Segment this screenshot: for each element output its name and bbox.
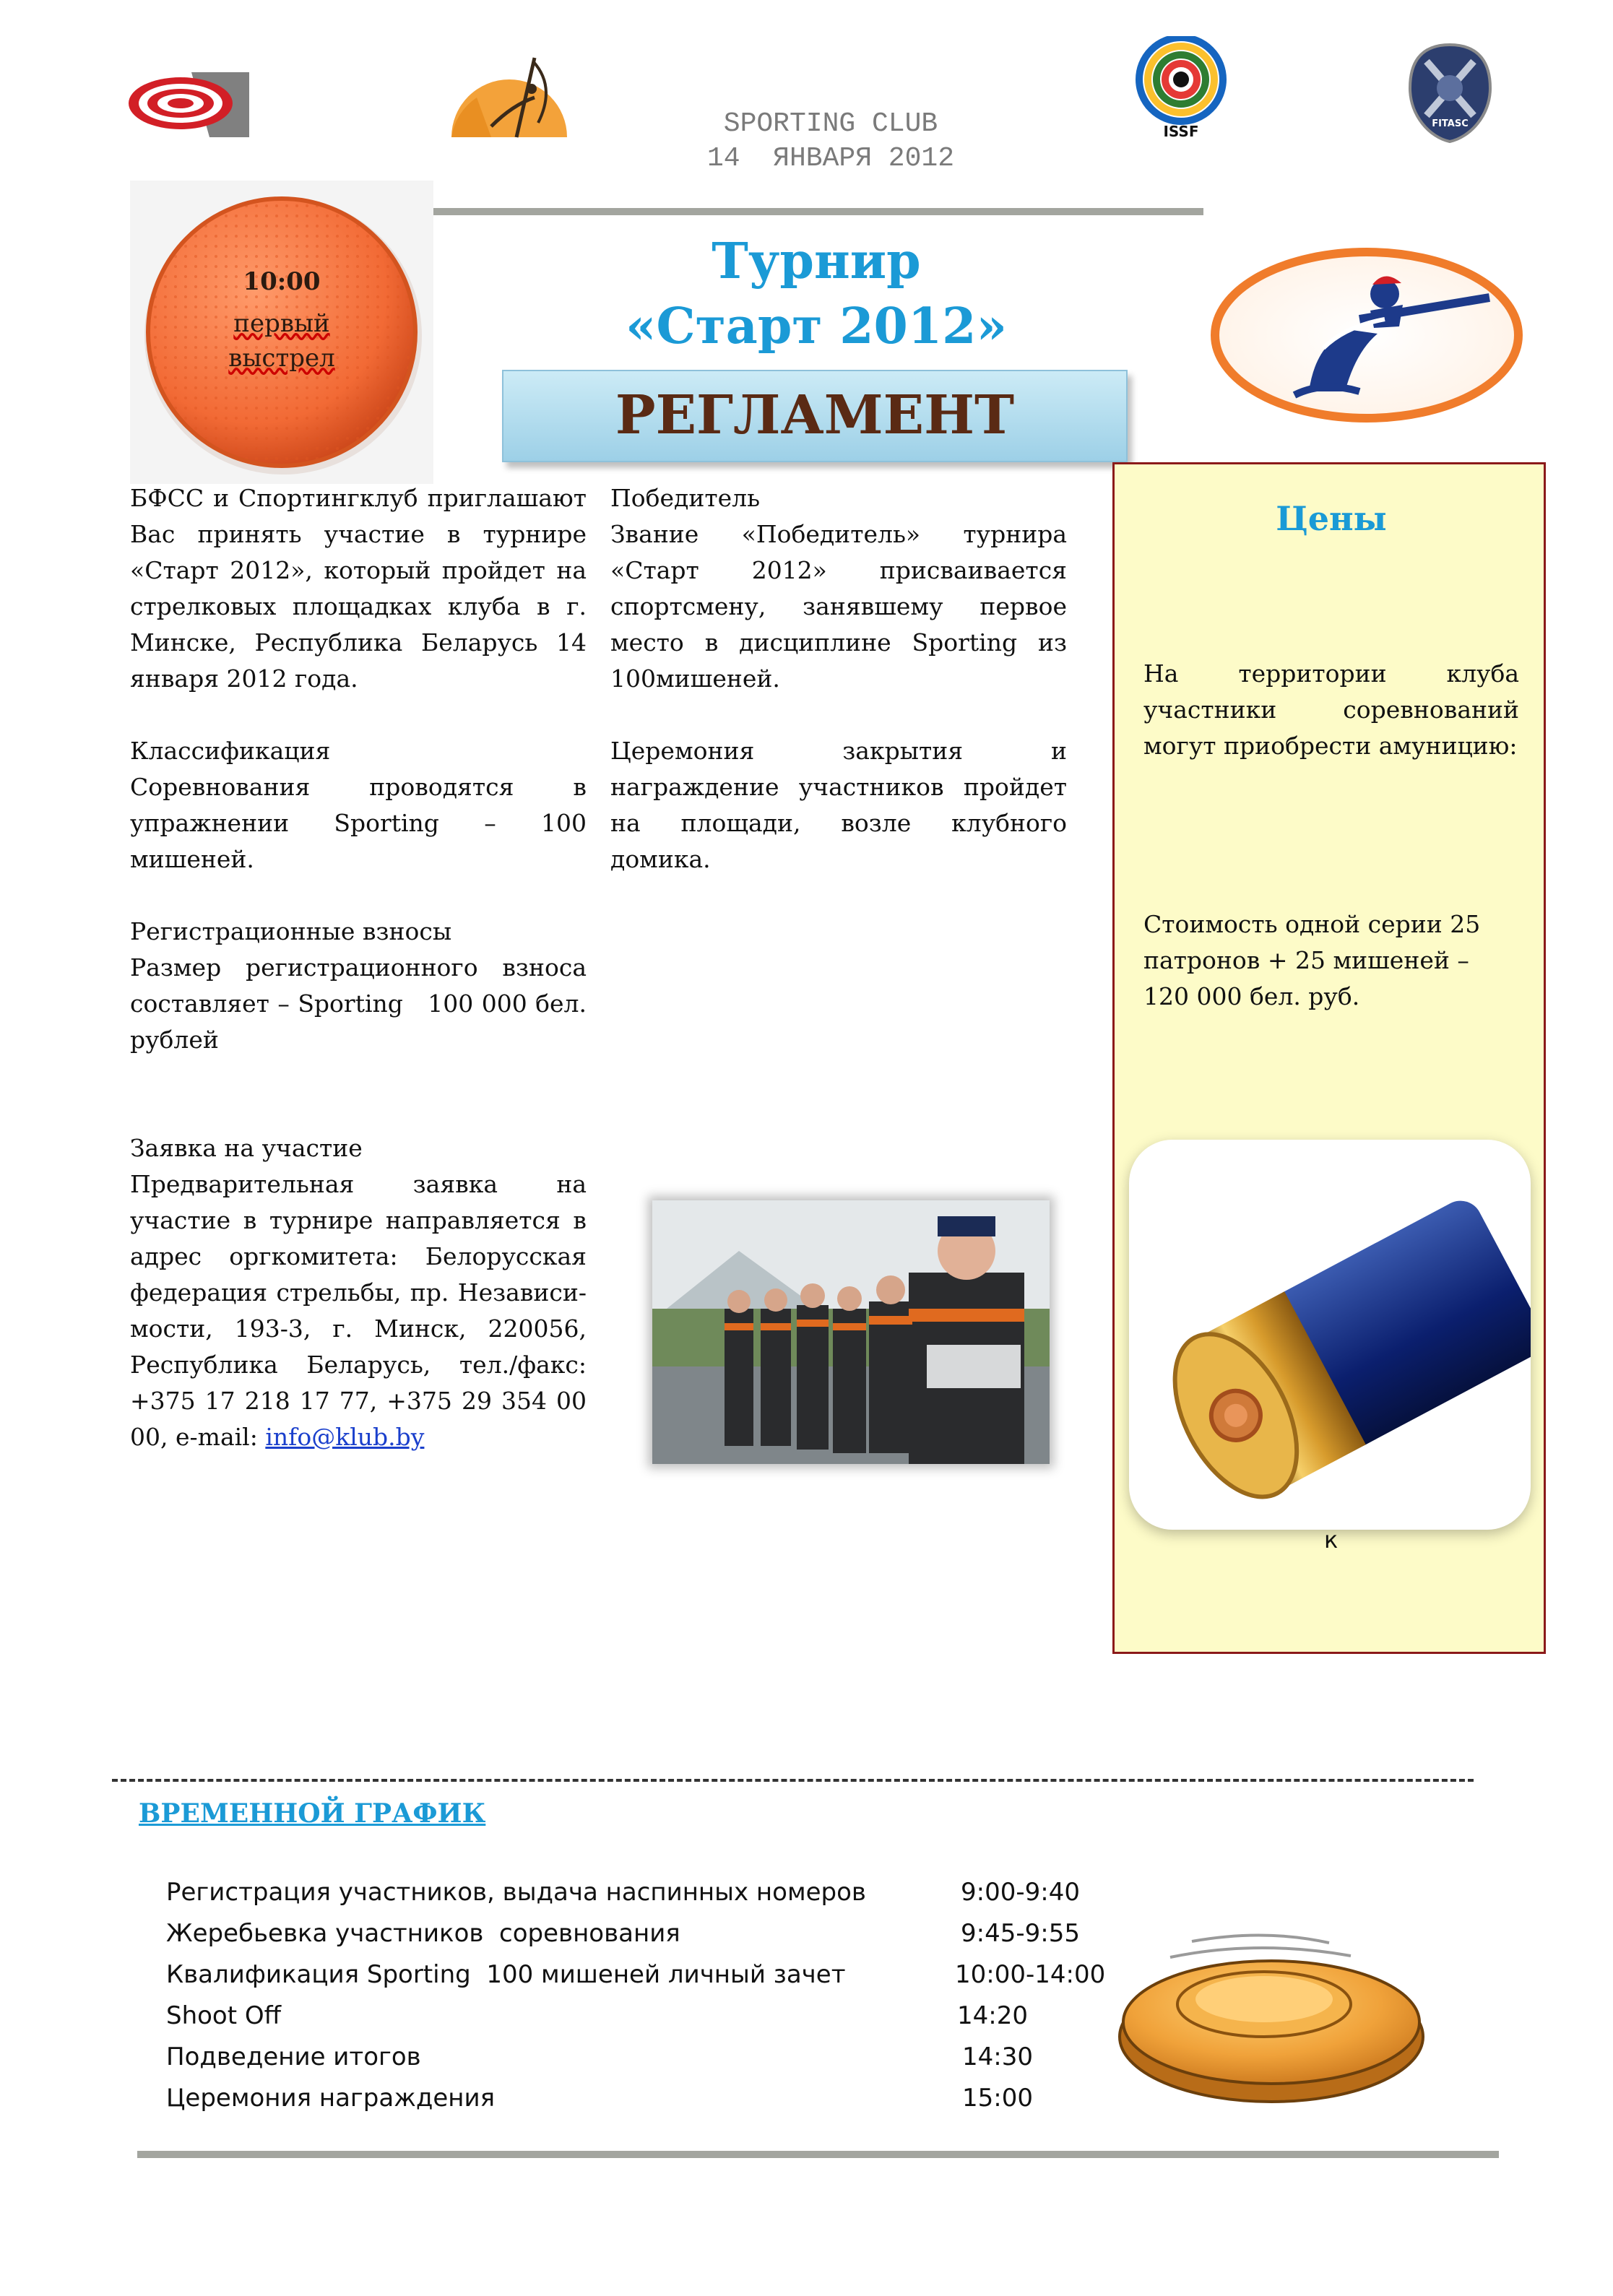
fee-title: Регистрационные взносы bbox=[130, 917, 452, 945]
prices-stray-letter: к bbox=[1324, 1526, 1339, 1554]
column-left bbox=[130, 480, 594, 1491]
tournament-title-line1: Турнир bbox=[712, 233, 921, 290]
prices-box bbox=[1112, 462, 1546, 1654]
schedule-row bbox=[166, 1960, 1127, 2001]
header-club: SPORTING CLUB bbox=[723, 108, 938, 139]
prices-text2: Стоимость одной серии 25 патронов + 25 мишеней – 120 000 бел. руб. bbox=[1143, 910, 1481, 1010]
schedule-title: ВРЕМЕННОЙ ГРАФИК bbox=[139, 1798, 486, 1829]
schedule-time: 14:30 bbox=[962, 2042, 1033, 2071]
issf-logo bbox=[1134, 36, 1228, 144]
clay-target-logo bbox=[123, 69, 249, 137]
prices-text1: На территории клуба участники соревнований могут приобрести амуницию: bbox=[1143, 659, 1519, 760]
fitasc-logo bbox=[1409, 43, 1492, 144]
schedule-time: 10:00-14:00 bbox=[955, 1960, 1106, 1989]
clay-target-image bbox=[1112, 1921, 1430, 2109]
intro-paragraph: БФСС и Спортингклуб приглашают Вас принять участие в турнире «Старт 2012», который пройдет на стрелковых площадках клуба в г. Минске, Республика Беларусь 14 января 2012 года. bbox=[130, 484, 587, 693]
tournament-title-line2: «Старт 2012» bbox=[626, 298, 1007, 355]
classification-title: Классификация bbox=[130, 737, 331, 765]
schedule-activity: Подведение итогов bbox=[166, 2042, 421, 2071]
classification-section bbox=[130, 733, 587, 878]
column-middle bbox=[610, 480, 1067, 914]
sunset-archer-logo bbox=[448, 54, 571, 141]
reglament-banner-text: РЕГЛАМЕНТ bbox=[615, 384, 1015, 446]
bottom-rule bbox=[137, 2151, 1499, 2158]
badge-time: 10:00 bbox=[243, 267, 321, 296]
schedule-table bbox=[166, 1878, 1127, 2123]
schedule-activity: Shoot Off bbox=[166, 2001, 282, 2030]
schedule-row bbox=[166, 1919, 1127, 1959]
ceremony-paragraph: Церемония закрытия и награждение участников пройдет на площади, возле клубного домика. bbox=[610, 737, 1067, 873]
reglament-banner bbox=[502, 370, 1128, 462]
email-link[interactable]: info@klub.by bbox=[265, 1423, 425, 1451]
winner-text: Звание «Победитель» турнира «Старт 2012» присваивается спортсмену, занявшему первое место в дисциплине Sporting из 100мишеней. bbox=[610, 520, 1067, 693]
schedule-activity: Церемония награждения bbox=[166, 2084, 496, 2113]
schedule-activity: Регистрация участников, выдача наспинных номеров bbox=[166, 1878, 866, 1907]
fee-section bbox=[130, 914, 594, 1058]
team-photo bbox=[652, 1200, 1050, 1464]
first-shot-badge bbox=[130, 181, 433, 484]
issf-label: ISSF bbox=[1163, 123, 1199, 140]
classification-text: Соревнования проводятся в упражнении Sporting – 100 мишеней. bbox=[130, 773, 587, 873]
top-rule bbox=[431, 208, 1203, 215]
header-date: 14 ЯНВАРЯ 2012 bbox=[706, 143, 955, 174]
badge-line2: первый bbox=[233, 309, 330, 338]
schedule-row bbox=[166, 2001, 1127, 2042]
schedule-row bbox=[166, 2042, 1127, 2083]
schedule-time: 14:20 bbox=[957, 2001, 1028, 2030]
application-title: Заявка на участие bbox=[130, 1134, 363, 1162]
winner-section bbox=[610, 480, 1067, 697]
application-section bbox=[130, 1130, 587, 1455]
fee-text: Размер регистрационного взноса составляет – Sporting 100 000 бел. рублей bbox=[130, 953, 594, 1054]
schedule-activity: Квалификация Sporting 100 мишеней личный зачет bbox=[166, 1960, 846, 1989]
application-text: Предварительная заявка на участие в турнире направляется в адрес оргкомитета: Белорусская федерация стрельбы, пр. Независи-мости, 193-3, г. Минск, 220056, Республика Беларусь, тел./факс: +375 17 218 17 77, +375 29 354 00 00, e-mail: bbox=[130, 1170, 587, 1451]
schedule-row bbox=[166, 2084, 1127, 2124]
schedule-row bbox=[166, 1878, 1127, 1918]
shooter-logo bbox=[1208, 247, 1526, 424]
fitasc-label: FITASC bbox=[1432, 118, 1469, 129]
winner-title: Победитель bbox=[610, 484, 761, 512]
schedule-time: 9:45-9:55 bbox=[961, 1919, 1080, 1948]
shotgun-shell-image bbox=[1129, 1140, 1531, 1530]
schedule-time: 9:00-9:40 bbox=[961, 1878, 1080, 1907]
schedule-activity: Жеребьевка участников соревнования bbox=[166, 1919, 680, 1948]
schedule-time: 15:00 bbox=[962, 2084, 1033, 2113]
prices-title: Цены bbox=[1276, 499, 1387, 538]
dashed-separator bbox=[112, 1779, 1474, 1782]
badge-line3: выстрел bbox=[228, 344, 335, 373]
